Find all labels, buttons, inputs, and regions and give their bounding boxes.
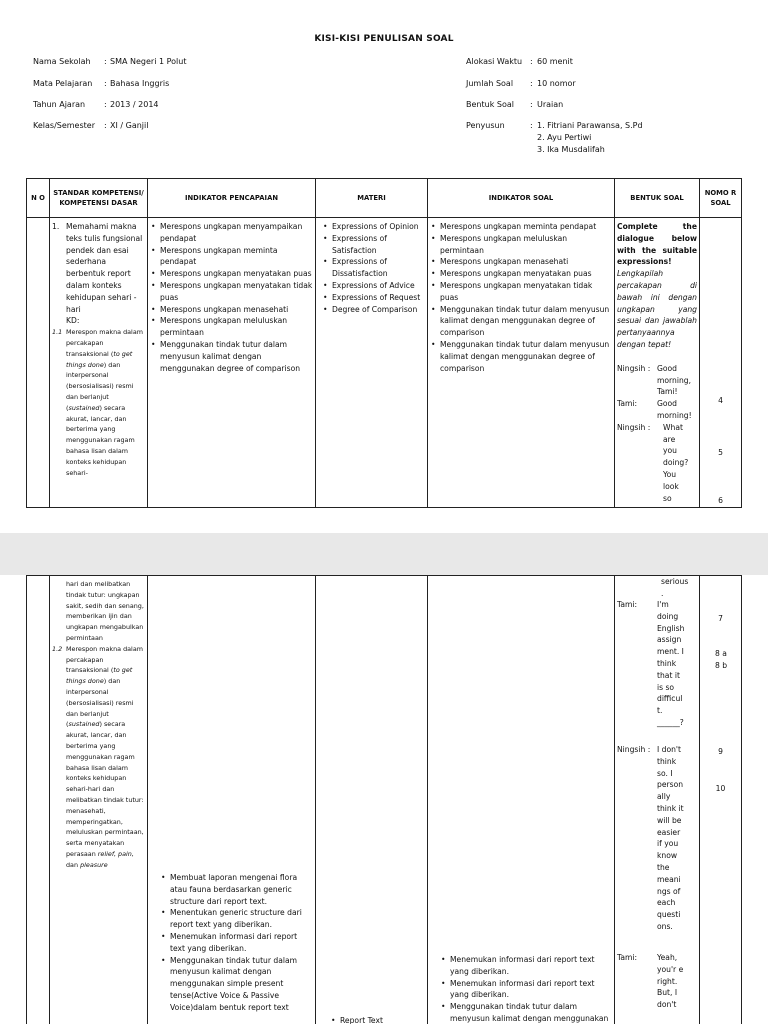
kd-text-d: dan <box>66 860 81 869</box>
meta-author-2: 2. Ayu Pertiwi <box>537 133 592 142</box>
list-item: • Expressions of Request <box>332 292 425 304</box>
meta-value: 10 nomor <box>537 79 576 88</box>
kd-text-it3: relief, pain, <box>97 849 134 858</box>
table-row <box>27 576 742 1024</box>
list-item: • Report Text <box>340 1015 423 1024</box>
header-indikator-soal: INDIKATOR SOAL <box>428 179 615 218</box>
dialogue-speaker: Ningsih <box>617 745 646 754</box>
list-item: • Menggunakan tindak tutur dalam menyusun kalimat dengan menggunakan <box>450 1001 610 1024</box>
question-number: 7 <box>718 614 723 623</box>
list-item: • Merespons ungkapan menasehati <box>160 304 313 316</box>
header-indikator-pencapaian: INDIKATOR PENCAPAIAN <box>148 179 316 218</box>
instruction-en: Complete the dialogue below with the suitable expressions! <box>617 222 697 267</box>
list-item: • Menentukan generic structure dari report text yang diberikan. <box>170 907 311 931</box>
table-row <box>27 218 742 508</box>
nomor-soal-cell <box>700 218 742 508</box>
dialogue-speaker: Tami <box>617 600 635 609</box>
meta-label: Alokasi Waktu <box>466 57 523 66</box>
dialogue-sep: : <box>634 953 638 962</box>
indikator-pencapaian-cell <box>148 218 316 508</box>
list-item: • Expressions of Satisfaction <box>332 233 425 257</box>
list-item: • Merespons ungkapan menyatakan puas <box>160 268 313 280</box>
list-item: • Expressions of Advice <box>332 280 425 292</box>
materi-cell <box>316 218 428 508</box>
list-item: • Menggunakan tindak tutur dalam menyusun kalimat dengan menggunakan degree of comparison <box>440 339 612 374</box>
list-item: • Merespons ungkapan menyatakan tidak puas <box>160 280 313 304</box>
meta-sep: : <box>104 100 107 109</box>
question-number: 5 <box>718 448 723 457</box>
meta-label: Mata Pelajaran <box>33 79 93 88</box>
meta-sep: : <box>530 121 533 130</box>
list-item <box>170 872 311 907</box>
kd-text-it: to get things done <box>66 349 133 369</box>
list-item: • Menemukan informasi dari report text yang diberikan. <box>450 954 610 978</box>
dialogue-sep: : <box>647 363 651 373</box>
dialogue-line <box>617 599 697 729</box>
question-number: 8 a 8 b <box>714 649 728 670</box>
dialogue-text: What are you doing? You look so <box>663 422 689 503</box>
nomor-soal-cell <box>700 576 742 1024</box>
meta-label: Tahun Ajaran <box>33 100 86 109</box>
question-number: 10 <box>715 784 726 793</box>
dialogue-text: Yeah, you'r e right. But, I don't <box>657 953 684 1010</box>
dialogue-line <box>617 952 697 1011</box>
kd-continued: hari dan melibatkan tindak tutur: ungkapan sakit, sedih dan senang, memberikan ijin dan ungkapan mengabulkan permintaan <box>66 580 144 642</box>
meta-sep: : <box>530 79 533 88</box>
indikator-soal-cell <box>428 218 615 508</box>
kd-text-c: ) secara akurat, lancar, dan berterima yang menggunakan ragam bahasa lisan dalam konteks kehidupan sehari- <box>66 403 135 477</box>
kd-1-2 <box>52 644 145 871</box>
sk-kd-cell <box>50 218 148 508</box>
list-item: • Merespons ungkapan menyampaikan pendapat <box>160 221 313 245</box>
kd-number: 1.1 <box>52 328 63 337</box>
bentuk-soal-cell <box>615 576 700 1024</box>
dialogue-text: I'm doing English assign ment. I think that it is so difficul t. ______? <box>657 600 685 727</box>
dialogue-sep: : <box>634 600 638 609</box>
list-item: • Menggunakan tindak tutur dalam menyusun kalimat dengan menggunakan simple present tense(Active Voice & Passive Voice)dalam bentuk report text <box>170 955 311 1014</box>
list-item-text: Membuat laporan mengenai flora atau fauna berdasarkan generic structure dari report text. <box>170 873 298 906</box>
kd-1-1 <box>52 327 145 478</box>
question-number: 9 <box>718 747 723 756</box>
meta-value: 60 menit <box>537 57 573 66</box>
dialogue-sep: : <box>647 745 651 754</box>
header-bentuk-soal: BENTUK SOAL <box>615 179 700 218</box>
header-no: N O <box>27 179 50 218</box>
materi-cell <box>316 576 428 1024</box>
dialogue-speaker: Tami <box>617 953 635 962</box>
indikator-soal-cell <box>428 576 615 1024</box>
dialogue-speaker: Ningsih <box>617 422 646 432</box>
kd-text-b: ) dan interpersonal (bersosialisasi) resmi dan berlanjut ( <box>66 360 134 412</box>
grid-table-page-1 <box>26 178 742 508</box>
meta-value: Bahasa Inggris <box>110 79 170 88</box>
meta-value: SMA Negeri 1 Polut <box>110 57 187 66</box>
meta-value: XI / Ganjil <box>110 121 149 130</box>
dialogue-speaker: Ningsih <box>617 363 646 373</box>
kd-text-b: ) dan interpersonal (bersosialisasi) resmi dan berlanjut ( <box>66 677 134 729</box>
question-number: 4 <box>718 396 723 405</box>
header-materi: MATERI <box>316 179 428 218</box>
kd-text-c: ) secara akurat, lancar, dan berterima yang menggunakan ragam bahasa lisan dalam konteks kehidupan sehari-hari dan melibatkan tindak tutur: menasehati, memperingatkan, meluluskan permintaan, serta menyatakan perasaan <box>66 720 144 858</box>
kd-text-it: to get things done <box>66 666 133 686</box>
instruction-id: Lengkapilah percakapan di bawah ini dengan ungkapan yang sesuai dan jawablah pertanyaannya dengan tepat! <box>617 269 697 349</box>
list-item: • Expressions of Opinion <box>332 221 425 233</box>
meta-label: Kelas/Semester <box>33 121 95 130</box>
dialogue-line <box>617 422 697 505</box>
list-item: • Merespons ungkapan menyatakan tidak puas <box>440 280 612 304</box>
kd-text-a: Merespon makna dalam percakapan transaksional ( <box>66 644 143 675</box>
meta-value: 2013 / 2014 <box>110 100 159 109</box>
dialogue-line <box>617 398 697 422</box>
document-title: KISI-KISI PENULISAN SOAL <box>314 34 454 44</box>
meta-value: Uraian <box>537 100 564 109</box>
dialogue-continued: serious . <box>661 577 689 598</box>
dialogue-text: Good morning! <box>657 399 692 420</box>
meta-label: Nama Sekolah <box>33 57 91 66</box>
header-sk-kd: STANDAR KOMPETENSI/ KOMPETENSI DASAR <box>50 179 148 218</box>
list-item: • Merespons ungkapan menasehati <box>440 256 612 268</box>
dialogue-sep: : <box>634 399 638 409</box>
meta-author-3: 3. Ika Musdalifah <box>537 145 605 154</box>
sk-kd-cell <box>50 576 148 1024</box>
kd-number: 1.2 <box>52 644 63 653</box>
kd-text-it4: pleasure <box>80 860 108 869</box>
list-item: • Menggunakan tindak tutur dalam menyusun kalimat dengan menggunakan degree of comparison <box>440 304 612 339</box>
meta-sep: : <box>530 57 533 66</box>
dialogue-sep: : <box>647 422 651 432</box>
sk-number: 1. <box>52 222 60 231</box>
kd-text-it2: sustained <box>68 403 100 412</box>
header-nomor-soal: NOMO R SOAL <box>700 179 742 218</box>
kd-label: KD: <box>66 316 80 326</box>
dialogue-speaker: Tami <box>617 399 635 409</box>
row-no-cell <box>27 576 50 1024</box>
list-item: • Merespons ungkapan menyatakan puas <box>440 268 612 280</box>
list-item: • Merespons ungkapan meluluskan permintaan <box>160 315 313 339</box>
dialogue-text: I don't think so. I person ally think it will be easier if you know the meani ngs of each questi ons. <box>657 745 684 931</box>
kd-text-it2: sustained <box>68 720 100 729</box>
meta-value: 1. Fitriani Parawansa, S.Pd <box>537 121 643 130</box>
sk-text: Memahami makna teks tulis fungsional pendek dan esai sederhana berbentuk report dalam konteks kehidupan sehari - hari <box>66 222 143 314</box>
kd-text-a: Merespon makna dalam percakapan transaksional ( <box>66 328 143 358</box>
document-page-2 <box>0 575 768 1024</box>
list-item: • Merespons ungkapan meminta pendapat <box>160 245 313 269</box>
row-no-cell <box>27 218 50 508</box>
question-number: 6 <box>718 496 723 505</box>
indikator-pencapaian-cell <box>148 576 316 1024</box>
meta-label: Penyusun <box>466 121 505 130</box>
meta-sep: : <box>104 79 107 88</box>
meta-sep: : <box>530 100 533 109</box>
meta-label: Bentuk Soal <box>466 100 514 109</box>
list-item: • Degree of Comparison <box>332 304 425 316</box>
list-item: • Menemukan informasi dari report text yang diberikan. <box>450 978 610 1002</box>
list-item: • Merespons ungkapan meminta pendapat <box>440 221 612 233</box>
list-item: • Merespons ungkapan meluluskan permintaan <box>440 233 612 257</box>
meta-sep: : <box>104 121 107 130</box>
meta-sep: : <box>104 57 107 66</box>
dialogue-line <box>617 363 697 398</box>
dialogue-line <box>617 744 697 933</box>
grid-table-page-2 <box>26 575 742 1024</box>
meta-label: Jumlah Soal <box>466 79 514 88</box>
list-item: • Menemukan informasi dari report text yang diberikan. <box>170 931 311 955</box>
bentuk-soal-cell <box>615 218 700 508</box>
list-item: • Menggunakan tindak tutur dalam menyusun kalimat dengan menggunakan degree of comparison <box>160 339 313 374</box>
list-item: • Expressions of Dissatisfaction <box>332 256 425 280</box>
dialogue-text: Good morning, Tami! <box>657 363 692 397</box>
